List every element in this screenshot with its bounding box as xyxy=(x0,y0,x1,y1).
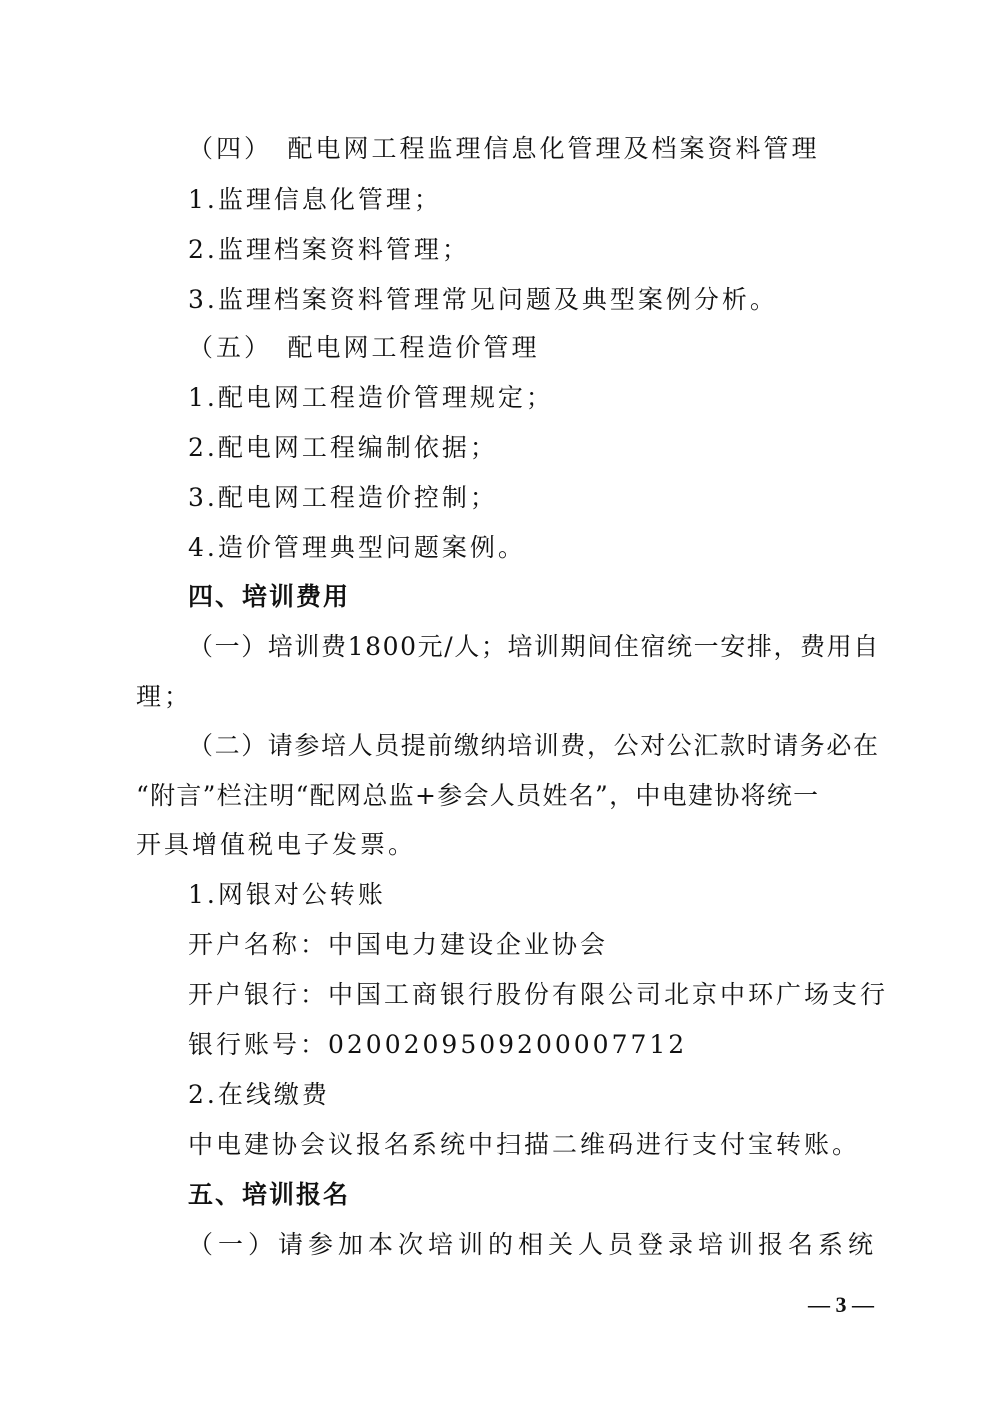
paragraph-line: 理； xyxy=(136,682,193,711)
list-item: 4.造价管理典型问题案例。 xyxy=(188,533,526,562)
list-item: 3.监理档案资料管理常见问题及典型案例分析。 xyxy=(188,285,778,314)
account-number: 银行账号：0200209509200007712 xyxy=(188,1030,688,1059)
list-item: 1.网银对公转账 xyxy=(188,880,386,909)
page-number: — 3 — xyxy=(808,1292,874,1317)
list-item: 2.在线缴费 xyxy=(188,1080,330,1109)
paragraph-line: 开具增值税电子发票。 xyxy=(136,830,417,859)
account-name: 开户名称：中国电力建设企业协会 xyxy=(188,930,609,959)
list-item: 2.监理档案资料管理； xyxy=(188,235,470,264)
section-heading-4: （四） 配电网工程监理信息化管理及档案资料管理 xyxy=(188,134,820,163)
list-item: 2.配电网工程编制依据； xyxy=(188,433,498,462)
paragraph-line: （一）培训费1800元/人；培训期间住宿统一安排，费用自 xyxy=(188,632,880,661)
paragraph-line: （一）请参加本次培训的相关人员登录培训报名系统 xyxy=(188,1230,879,1259)
paragraph-line: 中电建协会议报名系统中扫描二维码进行支付宝转账。 xyxy=(188,1130,861,1159)
section-heading-5: （五） 配电网工程造价管理 xyxy=(188,333,540,362)
paragraph-line: （二）请参培人员提前缴纳培训费，公对公汇款时请务必在 xyxy=(188,731,880,760)
list-item: 3.配电网工程造价控制； xyxy=(188,483,498,512)
list-item: 1.配电网工程造价管理规定； xyxy=(188,383,554,412)
list-item: 1.监理信息化管理； xyxy=(188,185,442,214)
paragraph-line: “附言”栏注明“配网总监+参会人员姓名”，中电建协将统一 xyxy=(136,781,820,810)
account-bank: 开户银行：中国工商银行股份有限公司北京中环广场支行 xyxy=(188,980,889,1009)
chapter-heading-registration: 五、培训报名 xyxy=(188,1180,351,1209)
chapter-heading-fees: 四、培训费用 xyxy=(188,582,351,611)
